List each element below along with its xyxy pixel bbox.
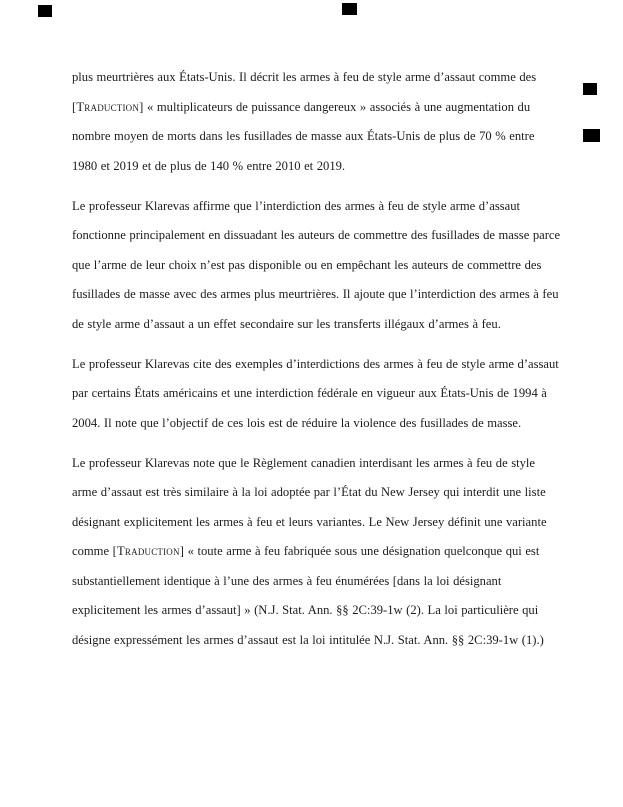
text-segment: « multiplicateurs de puissance dangereux » associés à une augmentation du nombre moyen de morts dans les fusillades de masse aux États-Unis de plus de 70 % entre 1980 et 2019 et de plus de 140 % entre 2010 et 2019. xyxy=(72,99,535,173)
redaction-mark xyxy=(583,129,600,142)
paragraph xyxy=(72,449,562,656)
redaction-mark xyxy=(583,83,597,95)
text-segment: Le professeur Klarevas cite des exemples d’interdictions des armes à feu de style arme d’assaut par certains États américains et une interdiction fédérale en vigueur aux États-Unis de 1994 à 2004. Il note que l’objectif de ces lois est de réduire la violence des fusillades de masse. xyxy=(72,356,559,430)
document-body xyxy=(72,63,562,666)
redaction-mark xyxy=(38,5,52,17)
redaction-mark xyxy=(342,3,357,15)
text-segment: Le professeur Klarevas note que le Règlement canadien interdisant les armes à feu de style arme d’assaut est très similaire à la loi adoptée par l’État du New Jersey qui interdit une liste désignant explicitement les armes à feu et leurs variantes. Le New Jersey définit une variante comme xyxy=(72,455,547,558)
text-segment: Le professeur Klarevas affirme que l’interdiction des armes à feu de style arme d’assaut fonctionne principalement en dissuadant les auteurs de commettre des fusillades de masse parce que l’arme de leur choix n’est pas disponible ou en empêchant les auteurs de commettre des fusillades de masse avec des armes plus meurtrières. Il ajoute que l’interdiction des armes à feu de style arme d’assaut a un effet secondaire sur les transferts illégaux d’armes à feu. xyxy=(72,198,561,331)
paragraph xyxy=(72,350,562,439)
text-segment: plus meurtrières aux États-Unis. Il décrit les armes à feu de style arme d’assaut comme des xyxy=(72,70,537,84)
paragraph xyxy=(72,63,562,181)
text-segment: « toute arme à feu fabriquée sous une désignation quelconque qui est substantiellement identique à l’une des armes à feu énumérées [dans la loi désignant explicitement les armes d’assaut] » (N.J. Stat. Ann. §§ 2C:39-1w (2). La loi particulière qui désigne expressément les armes d’assaut est la loi intitulée N.J. Stat. Ann. §§ 2C:39-1w (1).) xyxy=(72,544,544,647)
paragraph xyxy=(72,192,562,340)
translation-marker: [Traduction] xyxy=(72,99,144,114)
translation-marker: [Traduction] xyxy=(112,544,185,558)
